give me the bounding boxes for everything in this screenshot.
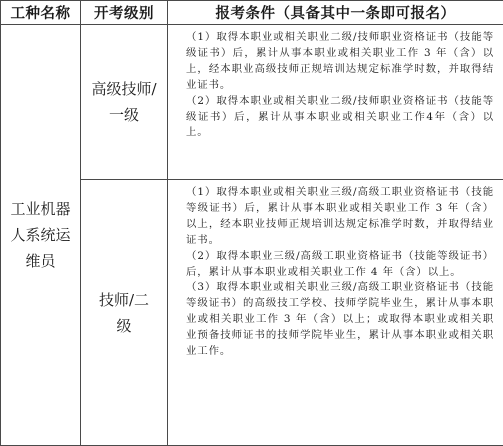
level-text: 高级技师/一级 bbox=[91, 80, 157, 124]
condition-item: （1）取得本职业或相关职业三级/高级工职业资格证书（技能等级证书）后，累计从事本职业或相关职业工作 3 年（含）以上，经本职业技师正规培训达规定标准学时数，并取得结业证书。 bbox=[186, 186, 494, 246]
condition-item: （2）取得本职业或相关职业二级/技师职业资格证书（技能等级证书）后，累计从事本职业或相关职业工作4年（含）以上。 bbox=[186, 94, 494, 139]
requirements-cell bbox=[168, 180, 503, 446]
level-cell bbox=[81, 25, 168, 180]
job-name-text: 工业机器人系统运维员 bbox=[10, 200, 71, 270]
level-cell bbox=[81, 180, 168, 446]
header-row bbox=[1, 1, 503, 25]
header-requirements: 报考条件（具备其中一条即可报名） bbox=[168, 1, 503, 25]
requirements-cell bbox=[168, 25, 503, 180]
header-level: 开考级别 bbox=[81, 1, 168, 25]
condition-item: （1）取得本职业或相关职业二级/技师职业资格证书（技能等级证书）后，累计从事本职业或相关职业工作 3 年（含）以上，经本职业高级技师正规培训达规定标准学时数，并取得结业证书。 bbox=[186, 31, 494, 91]
level-text: 技师/二级 bbox=[98, 290, 150, 335]
job-name-cell bbox=[1, 25, 81, 446]
condition-item: （2）取得本职业三级/高级工职业资格证书（技能等级证书）后，累计从事本职业或相关职业工作 4 年（含）以上。 bbox=[186, 249, 494, 278]
header-job-name: 工种名称 bbox=[1, 1, 81, 25]
table-row bbox=[1, 25, 503, 180]
condition-item: （3）取得本职业或相关职业三级/高级工职业资格证书（技能等级证书）的高级技工学校、技师学院毕业生，累计从事本职业或相关职业工作 3 年（含）以上；或取得本职业或相关职业预备技师证书的技师学院毕业生，累计从事本职业或相关职业工作。 bbox=[186, 281, 494, 358]
